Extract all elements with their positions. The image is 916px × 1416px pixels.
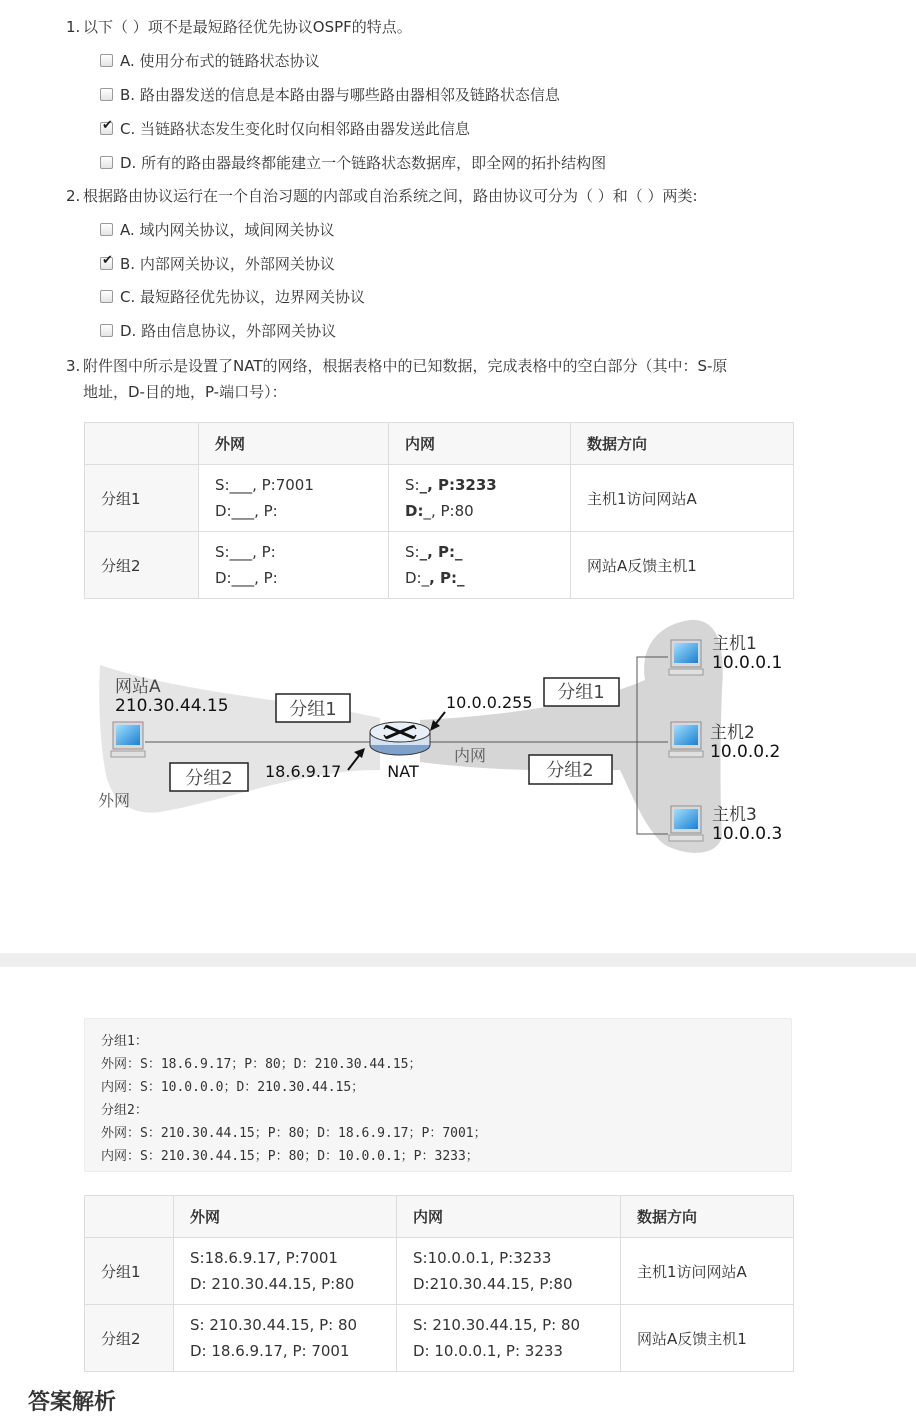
website-ip: 210.30.44.15 — [115, 696, 229, 716]
cell-text: S: — [405, 476, 420, 494]
question-number: 3. — [66, 357, 81, 375]
cell-text-bold: _, P:_ — [419, 543, 463, 561]
website-computer-icon — [111, 722, 145, 757]
row-label: 分组1 — [85, 1238, 174, 1305]
host-computer-icon — [669, 722, 703, 757]
website-name: 网站A — [115, 677, 161, 697]
option-label: C. 最短路径优先协议，边界网关协议 — [120, 288, 366, 306]
cell-text-bold: D: — [405, 502, 424, 520]
answer-box — [84, 1018, 792, 1172]
cell-direction: 主机1访问网站A — [571, 465, 794, 532]
cell-line: S: 210.30.44.15, P: 80 — [413, 1316, 581, 1334]
table-row — [85, 1238, 794, 1305]
row-label: 分组2 — [85, 532, 199, 599]
option-label: C. 当链路状态发生变化时仅向相邻路由器发送此信息 — [120, 120, 471, 138]
cell-text: S: — [405, 543, 420, 561]
cell-line: D:___, P: — [215, 569, 278, 587]
nat-answer-table — [84, 1195, 794, 1372]
table-header — [85, 1196, 174, 1238]
host-name: 主机1 — [712, 634, 757, 654]
question-text: 根据路由协议运行在一个自治习题的内部或自治系统之间，路由协议可分为（ ）和（ ）两类: — [83, 187, 698, 205]
row-label: 分组1 — [85, 465, 199, 532]
router-icon — [370, 722, 430, 755]
question-3-text-cont: 地址，D-目的地，P-端口号）： — [83, 383, 287, 401]
question-number: 2. — [66, 187, 81, 205]
answer-line: 外网：S：210.30.44.15；P：80；D：18.6.9.17；P：7001； — [101, 1126, 487, 1141]
question-text-line-1: 附件图中所示是设置了NAT的网络，根据表格中的已知数据，完成表格中的空白部分（其中：S-原 — [83, 357, 728, 375]
table-header: 数据方向 — [621, 1196, 794, 1238]
question-text: 以下（ ）项不是最短路径优先协议OSPF的特点。 — [83, 18, 412, 36]
cell-direction: 网站A反馈主机1 — [571, 532, 794, 599]
cell-line: S:___, P:7001 — [215, 476, 314, 494]
cell-internal — [397, 1305, 621, 1372]
host-computer-icon — [669, 640, 703, 675]
cell-line: D: 18.6.9.17, P: 7001 — [190, 1342, 350, 1360]
packet-1-label: 分组1 — [289, 699, 337, 720]
question-number: 1. — [66, 18, 81, 36]
answer-line: 分组1： — [101, 1034, 148, 1049]
nat-label: NAT — [387, 762, 419, 781]
next-section-heading: 答案解析 — [28, 1390, 117, 1415]
cell-line: S: 210.30.44.15, P: 80 — [190, 1316, 358, 1334]
table-header-row — [85, 1196, 794, 1238]
answer-line: 分组2： — [101, 1103, 148, 1118]
cell-direction: 网站A反馈主机1 — [621, 1305, 794, 1372]
nat-external-ip: 18.6.9.17 — [265, 762, 342, 781]
answer-line: 内网：S：10.0.0.0；D：210.30.44.15； — [101, 1080, 365, 1095]
nat-internal-ip: 10.0.0.255 — [446, 693, 533, 712]
table-header: 外网 — [174, 1196, 397, 1238]
table-header: 数据方向 — [571, 423, 794, 465]
cell-line: S:10.0.0.1, P:3233 — [413, 1249, 552, 1267]
host-name: 主机3 — [712, 805, 757, 825]
section-divider — [0, 953, 916, 967]
cell-line: D: 10.0.0.1, P: 3233 — [413, 1342, 563, 1360]
host-ip: 10.0.0.1 — [712, 653, 783, 673]
check-icon: ✔ — [102, 253, 113, 268]
cell-line: S:18.6.9.17, P:7001 — [190, 1249, 338, 1267]
option-label: A. 使用分布式的链路状态协议 — [120, 52, 320, 70]
cell-line: D:___, P: — [215, 502, 278, 520]
cell-direction: 主机1访问网站A — [621, 1238, 794, 1305]
table-header: 内网 — [397, 1196, 621, 1238]
packet-1-label: 分组1 — [557, 682, 605, 703]
option-label: D. 路由信息协议，外部网关协议 — [120, 322, 337, 340]
host-name: 主机2 — [710, 723, 755, 743]
host-ip: 10.0.0.2 — [710, 742, 781, 762]
cell-line: S:___, P: — [215, 543, 276, 561]
option-label: B. 内部网关协议，外部网关协议 — [120, 255, 335, 273]
cell-line: D: 210.30.44.15, P:80 — [190, 1275, 355, 1293]
cell-text-bold: _, P:3233 — [419, 476, 497, 494]
cell-external — [174, 1238, 397, 1305]
answer-line: 外网：S：18.6.9.17；P：80；D：210.30.44.15； — [101, 1057, 422, 1072]
option-label: D. 所有的路由器最终都能建立一个链路状态数据库，即全网的拓扑结构图 — [120, 154, 607, 172]
row-label: 分组2 — [85, 1305, 174, 1372]
cell-text-bold: , P:_ — [429, 569, 465, 587]
cell-line: D:210.30.44.15, P:80 — [413, 1275, 573, 1293]
table-header: 内网 — [389, 423, 571, 465]
inner-network-label: 内网 — [454, 746, 487, 765]
table-header: 外网 — [199, 423, 389, 465]
host-ip: 10.0.0.3 — [712, 824, 783, 844]
check-icon: ✔ — [102, 118, 113, 133]
host-computer-icon — [669, 806, 703, 841]
table-row — [85, 1305, 794, 1372]
answer-line: 内网：S：210.30.44.15；P：80；D：10.0.0.1；P：3233； — [101, 1149, 479, 1164]
cell-internal — [397, 1238, 621, 1305]
cell-external — [174, 1305, 397, 1372]
cell-text: _, P:80 — [423, 502, 474, 520]
option-label: B. 路由器发送的信息是本路由器与哪些路由器相邻及链路状态信息 — [120, 86, 560, 104]
packet-2-label: 分组2 — [185, 768, 233, 789]
outer-network-label: 外网 — [98, 791, 131, 810]
option-label: A. 域内网关协议，域间网关协议 — [120, 221, 335, 239]
packet-2-label: 分组2 — [546, 760, 594, 781]
cell-text: D:_ — [405, 569, 430, 587]
